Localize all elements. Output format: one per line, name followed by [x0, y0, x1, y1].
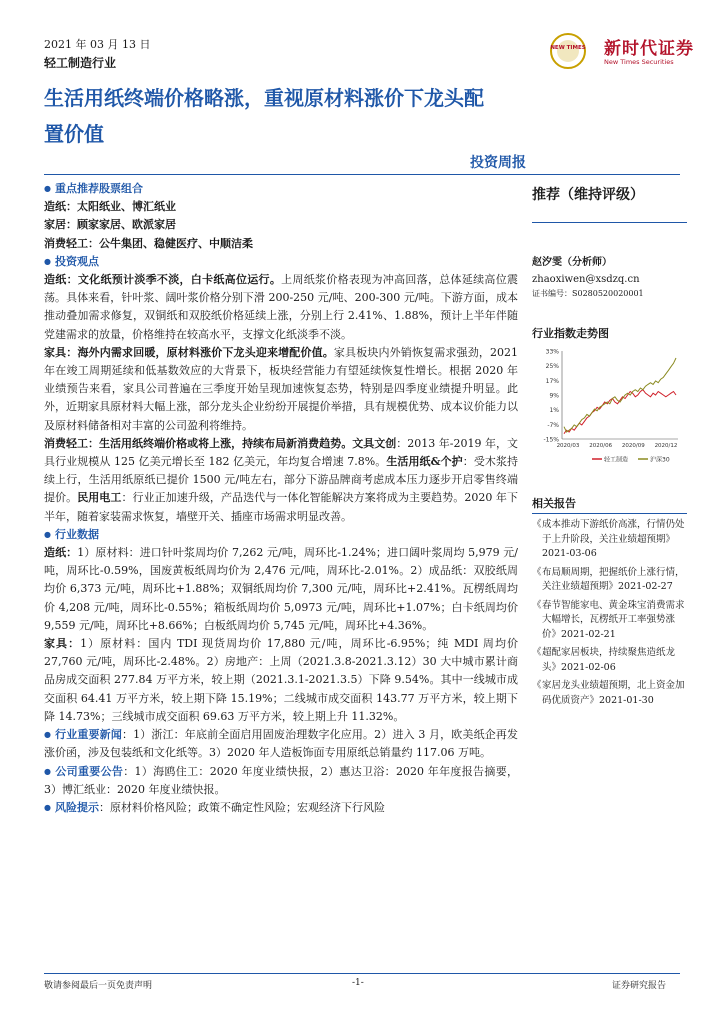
view-light-lead: 消费轻工：生活用纸终端价格或将上涨，持续布局新消费趋势。	[44, 436, 353, 450]
main-content	[44, 180, 518, 817]
related-report-item[interactable]: 《 超配家居板块，持续聚焦造纸龙头》2021-02-06	[532, 646, 687, 675]
view-light	[44, 435, 518, 526]
data-home	[44, 635, 518, 726]
view-light-body-3: ：行业正加速升级，产品迭代与一体化智能解决方案将成为主要趋势。2020 年下半年，随着家装需求恢复，墙壁开关、插座市场需求明显改善。	[44, 491, 518, 523]
industry-name: 轻工制造行业	[44, 56, 117, 70]
section-news: ● 行业重要新闻	[44, 728, 122, 741]
y-tick-label: 17%	[545, 377, 559, 385]
related-report-item[interactable]: 《 布局顺周期，把握纸价上涨行情，关注业绩超预期》2021-02-27	[532, 566, 687, 595]
stocks-paper: 造纸：太阳纸业、博汇纸业	[44, 200, 176, 214]
index-chart	[532, 347, 687, 469]
page-number: -1-	[352, 978, 364, 988]
sidebar	[532, 180, 687, 708]
view-paper-body: 上周纸浆价格表现为冲高回落，总体延续高位震荡。具体来看，针叶浆、阔叶浆价格分别下滑 200-250 元/吨、200-300 元/吨。下游方面，成本推动叠加需求修复，双铜纸和双胶纸价格延续上涨，分别上行 2.41%、1.88%，预计上半年伴随党建需求的放量，价格维持在较高水平，支撑文化纸淡季不淡。	[44, 273, 519, 341]
series-line-light-industry	[564, 390, 676, 434]
x-tick-label: 2020/09	[621, 443, 645, 449]
view-light-electric: 民用电工	[77, 491, 122, 505]
report-title	[44, 80, 544, 152]
section-risk: ● 风险提示	[44, 801, 99, 814]
logo-mark-text: NEW TIMES	[550, 45, 586, 51]
rating-divider	[532, 222, 687, 223]
report-type: 投资周报	[470, 155, 526, 171]
rating: 推荐（维持评级）	[532, 187, 644, 203]
footer-label: 证券研究报告	[612, 981, 667, 991]
index-chart-svg	[532, 347, 682, 465]
analyst-email[interactable]: zhaoxiwen@xsdzq.cn	[532, 274, 640, 285]
data-paper-label: 造纸：	[44, 546, 78, 560]
related-report-item[interactable]: 《 成本推动下游纸价高涨，行情仍处于上升阶段，关注业绩超预期》2021-03-06	[532, 518, 687, 562]
view-home-lead: 家具：海外内需求回暖，原材料涨价下龙头迎来增配价值。	[44, 345, 334, 359]
y-tick-label: 25%	[545, 363, 559, 371]
title-divider	[44, 174, 680, 175]
view-light-tissue: 生活用纸&个护	[386, 455, 463, 469]
logo-emblem-icon	[540, 30, 600, 72]
company-logo	[540, 30, 700, 72]
view-home	[44, 344, 518, 435]
series-line-hs300	[564, 358, 676, 432]
risk-body: ：原材料价格风险；政策不确定性风险；宏观经济下行风险	[98, 800, 385, 814]
stocks-light: 消费轻工：公牛集团、稳健医疗、中顺洁柔	[44, 236, 253, 250]
x-tick-label: 2020/03	[556, 443, 580, 449]
view-light-stationery: 文具文创	[352, 436, 397, 450]
stocks-home: 家居：顾家家居、欧派家居	[44, 218, 176, 232]
x-tick-label: 2020/06	[589, 443, 613, 449]
y-tick-label: 33%	[545, 348, 559, 356]
logo-cn-text: 新时代证券	[604, 39, 694, 59]
data-home-label: 家具：	[44, 637, 81, 651]
section-announcements: ● 公司重要公告	[44, 765, 123, 778]
title-line-2: 置价值	[44, 122, 104, 146]
analyst-cert: 证书编号：S0280520020001	[532, 289, 644, 298]
view-home-body: 家具板块内外销恢复需求强劲，2021 年在竣工周期延续和低基数效应的大背景下，板块经营能力有望延续恢复性增长。根据 2020 年业绩预告来看，家具公司普遍在三季度开始呈现加速恢复态势，特别是四季度业绩提升明显。此外，近期家具原材料大幅上涨，部分龙头企业纷纷开展提价举措，具有规模优势、成本议价能力以及原材料储备相对丰富的公司盈利将维持。	[44, 345, 518, 432]
related-report-item[interactable]: 《 春节智能家电、黄金珠宝消费需求大幅增长，瓦楞纸开工率强势涨价》2021-02-21	[532, 599, 687, 643]
report-date: 2021 年 03 月 13 日	[44, 38, 151, 51]
data-paper	[44, 544, 518, 635]
footer-divider	[44, 973, 680, 974]
announcements	[44, 763, 518, 799]
related-reports-divider	[532, 513, 687, 514]
y-tick-label: -15%	[543, 436, 559, 444]
data-home-body: 1）原材料：国内 TDI 现货周均价 17,880 元/吨，周环比-6.95%；纯 MDI 周均价 27,760 元/吨，周环比-2.48%。2）房地产：上周（2021.3.8-2021.3.12）30 大中城市累计商品房成交面积 277.84 万平方米，较上期（2021.3.1-2021.3.5）下降 9.54%。其中一线城市成交面积 64.41 万平方米，较上期下降 15.19%；二线城市成交面积 143.77 万平方米，较上期下降 14.73%；三线城市成交面积 69.63 万平方米，较上期上升 11.32%。	[44, 637, 519, 723]
legend-label: 轻工制造	[604, 456, 629, 464]
title-line-1: 生活用纸终端价格略涨，重视原材料涨价下龙头配	[44, 86, 484, 110]
risk	[44, 799, 518, 817]
data-paper-body: 1）原材料：进口针叶浆周均价 7,262 元/吨，周环比-1.24%；进口阔叶浆周均 5,979 元/吨，周环比-0.59%，国废黄板纸周均价为 2,476 元/吨，周环比-2.01%。2）成品纸：双胶纸周均价 6,373 元/吨，周环比+1.88%；双铜纸周均价 7,300 元/吨，周环比+2.41%。瓦楞纸周均价 4,208 元/吨，周环比-0.55%；箱板纸周均价 5,0973 元/吨，周环比+1.07%；白卡纸周均价 9,559 元/吨，周环比+8.66%；白板纸周均价 5,745 元/吨，周环比+4.36%。	[44, 546, 519, 632]
news-body: ：1）浙江：年底前全面启用固废治理数字化应用。2）进入 3 月，欧美纸企再发涨价函，涉及包装纸和文化纸等。3）2020 年人造板饰面专用原纸总销量约 117.06 万吨。	[44, 728, 518, 760]
view-light-body-1: ：2013 年-2019 年，文具行业规模从 125 亿美元增长至 182 亿美元，年均复合增速 7.8%。	[44, 436, 518, 469]
section-data: ● 行业数据	[44, 526, 518, 544]
analyst-name: 赵汐雯（分析师）	[532, 257, 612, 268]
related-reports-title: 相关报告	[532, 497, 576, 510]
section-stocks: ● 重点推荐股票组合	[44, 180, 518, 198]
view-paper	[44, 271, 518, 344]
related-report-item[interactable]: 《 家居龙头业绩超预期，北上资金加码优质资产》2021-01-30	[532, 679, 687, 708]
section-view: ● 投资观点	[44, 253, 518, 271]
view-paper-lead: 造纸：文化纸预计淡季不淡，白卡纸高位运行。	[44, 273, 282, 287]
view-light-body-2: ：受木浆持续上行，生活用纸原纸已提价 1500 元/吨左右，部分下游品牌商考虑成本压力逐步开启零售终端提价。	[44, 455, 519, 505]
footer-disclaimer: 敬请参阅最后一页免责声明	[44, 981, 153, 991]
y-tick-label: 1%	[549, 407, 559, 415]
y-tick-label: -7%	[547, 421, 559, 429]
y-tick-label: 9%	[549, 392, 559, 400]
news	[44, 726, 518, 762]
legend-label: 沪深30	[650, 456, 670, 464]
chart-title: 行业指数走势图	[532, 327, 609, 340]
related-reports-list	[532, 518, 687, 708]
x-tick-label: 2020/12	[654, 443, 678, 449]
logo-en-text: New Times Securities	[604, 58, 674, 66]
announcements-body: ：1）海鸥住工：2020 年度业绩快报，2）惠达卫浴：2020 年年度报告摘要，3）博汇纸业：2020 年度业绩快报。	[44, 764, 519, 796]
